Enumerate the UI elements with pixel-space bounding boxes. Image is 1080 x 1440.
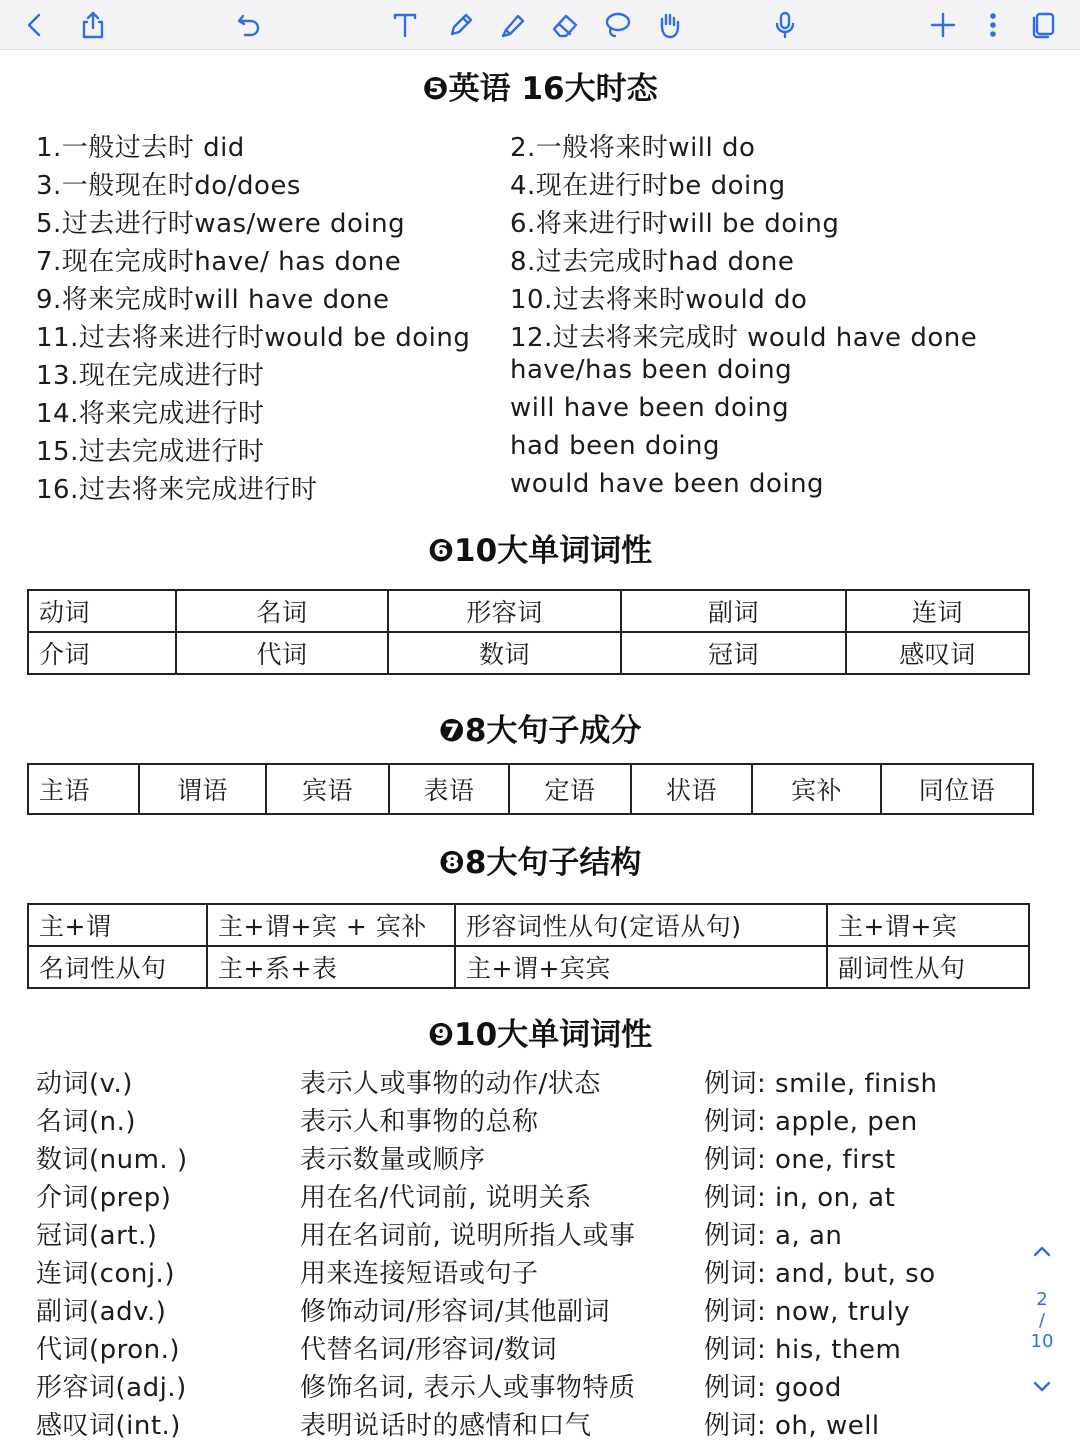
table-cell: 代词 (176, 632, 388, 674)
undo-icon[interactable] (230, 6, 268, 44)
pos-example: 例词: now, truly (704, 1297, 911, 1327)
pos-name: 感叹词(int.) (36, 1411, 181, 1440)
tense-item: 3.一般现在时do/does (36, 171, 301, 201)
microphone-icon[interactable] (766, 6, 804, 44)
table-cell: 形容词性从句(定语从句) (455, 904, 827, 946)
table-cell: 连词 (846, 590, 1029, 632)
table-row (28, 632, 1029, 674)
pos-description: 表示人和事物的总称 (300, 1107, 539, 1137)
table-cell: 表语 (389, 764, 509, 814)
table-cell: 同位语 (881, 764, 1033, 814)
tense-item: had been doing (510, 431, 721, 461)
table-cell: 主+谓+宾 + 宾补 (207, 904, 455, 946)
table-cell: 主语 (28, 764, 139, 814)
table-cell: 数词 (388, 632, 621, 674)
pos-description: 代替名词/形容词/数词 (300, 1335, 558, 1365)
pos-description: 用在名/代词前, 说明关系 (300, 1183, 592, 1213)
tense-item: 15.过去完成进行时 (36, 437, 265, 467)
pos-description: 修饰动词/形容词/其他副词 (300, 1297, 611, 1327)
tense-item: 2.一般将来时will do (510, 133, 756, 163)
tense-item: 16.过去将来完成进行时 (36, 475, 318, 505)
tense-item: 4.现在进行时be doing (510, 171, 786, 201)
table-cell: 定语 (509, 764, 631, 814)
text-tool-icon[interactable] (386, 6, 424, 44)
table-cell: 名词 (176, 590, 388, 632)
pos-example: 例词: one, first (704, 1145, 896, 1175)
pos-name: 介词(prep) (36, 1183, 172, 1213)
page-separator: / (1038, 1310, 1046, 1331)
tense-item: 14.将来完成进行时 (36, 399, 265, 429)
more-vertical-icon[interactable] (974, 6, 1012, 44)
pos-description: 用来连接短语或句子 (300, 1259, 539, 1289)
share-icon[interactable] (74, 6, 112, 44)
pos-name: 代词(pron.) (36, 1335, 181, 1365)
tense-item: 13.现在完成进行时 (36, 361, 265, 391)
tense-item: will have been doing (510, 393, 790, 423)
tense-item: would have been doing (510, 469, 825, 499)
table-cell: 主+系+表 (207, 946, 455, 988)
page-down-button[interactable] (1014, 1375, 1070, 1402)
pos-name: 动词(v.) (36, 1069, 133, 1099)
pos-description: 表示数量或顺序 (300, 1145, 486, 1175)
tense-item: have/has been doing (510, 355, 793, 385)
chevron-left-icon[interactable] (16, 6, 54, 44)
table-cell: 谓语 (139, 764, 266, 814)
table-cell: 动词 (28, 590, 176, 632)
tense-item: 6.将来进行时will be doing (510, 209, 840, 239)
pos-example: 例词: good (704, 1373, 842, 1403)
table-cell: 名词性从句 (28, 946, 207, 988)
pos-name: 名词(n.) (36, 1107, 137, 1137)
table-row (28, 590, 1029, 632)
tense-item: 11.过去将来进行时would be doing (36, 323, 471, 353)
pos-name: 冠词(art.) (36, 1221, 158, 1251)
chevron-up-icon (1031, 1247, 1053, 1268)
pos-example: 例词: his, them (704, 1335, 902, 1365)
table-cell: 主+谓+宾宾 (455, 946, 827, 988)
pos-example: 例词: smile, finish (704, 1069, 938, 1099)
pos-description: 用在名词前, 说明所指人或事 (300, 1221, 636, 1251)
table-cell: 形容词 (388, 590, 621, 632)
plus-icon[interactable] (924, 6, 962, 44)
page-up-button[interactable] (1014, 1241, 1070, 1268)
current-page: 2 (1036, 1289, 1048, 1310)
table-cell: 宾语 (266, 764, 389, 814)
pages-icon[interactable] (1024, 6, 1062, 44)
section-title-pos-detail: ❾10大单词词性 (427, 1017, 653, 1053)
page-indicator (1014, 1289, 1070, 1352)
tense-item: 9.将来完成时will have done (36, 285, 390, 315)
pos-name: 副词(adv.) (36, 1297, 167, 1327)
table-row (28, 764, 1033, 814)
table-row (28, 904, 1029, 946)
highlighter-icon[interactable] (494, 6, 532, 44)
pos-example: 例词: oh, well (704, 1411, 880, 1440)
chevron-down-icon (1031, 1381, 1053, 1402)
pos-description: 修饰名词, 表示人或事物特质 (300, 1373, 636, 1403)
tense-item: 5.过去进行时was/were doing (36, 209, 406, 239)
pos-example: 例词: apple, pen (704, 1107, 918, 1137)
pos-description: 表明说话时的感情和口气 (300, 1411, 592, 1440)
tense-item: 12.过去将来完成时 would have done (510, 323, 978, 353)
tense-item: 10.过去将来时would do (510, 285, 808, 315)
components-table (27, 763, 1034, 815)
pos-example: 例词: and, but, so (704, 1259, 936, 1289)
pos-table (27, 589, 1030, 675)
table-cell: 状语 (631, 764, 752, 814)
pen-icon[interactable] (442, 6, 480, 44)
total-pages: 10 (1030, 1331, 1054, 1352)
lasso-icon[interactable] (598, 6, 636, 44)
table-cell: 冠词 (621, 632, 846, 674)
section-title-pos: ❻10大单词词性 (427, 533, 653, 569)
note-page (0, 51, 1080, 1440)
pos-name: 数词(num. ) (36, 1145, 188, 1175)
table-cell: 主+谓 (28, 904, 207, 946)
eraser-icon[interactable] (546, 6, 584, 44)
pos-example: 例词: in, on, at (704, 1183, 896, 1213)
section-title-components: ❼8大句子成分 (438, 713, 642, 749)
section-title-structures: ❽8大句子结构 (438, 845, 642, 881)
table-cell: 副词性从句 (827, 946, 1029, 988)
pos-name: 形容词(adj.) (36, 1373, 187, 1403)
tense-item: 7.现在完成时have/ has done (36, 247, 402, 277)
top-toolbar (0, 0, 1080, 50)
table-cell: 宾补 (752, 764, 881, 814)
structures-table (27, 903, 1030, 989)
tense-item: 1.一般过去时 did (36, 133, 245, 163)
table-cell: 介词 (28, 632, 176, 674)
table-row (28, 946, 1029, 988)
pos-name: 连词(conj.) (36, 1259, 175, 1289)
tense-item: 8.过去完成时had done (510, 247, 795, 277)
hand-icon[interactable] (650, 6, 688, 44)
section-title-tenses: ❺英语 16大时态 (422, 71, 658, 107)
pos-example: 例词: a, an (704, 1221, 843, 1251)
table-cell: 副词 (621, 590, 846, 632)
table-cell: 主+谓+宾 (827, 904, 1029, 946)
pos-description: 表示人或事物的动作/状态 (300, 1069, 601, 1099)
table-cell: 感叹词 (846, 632, 1029, 674)
